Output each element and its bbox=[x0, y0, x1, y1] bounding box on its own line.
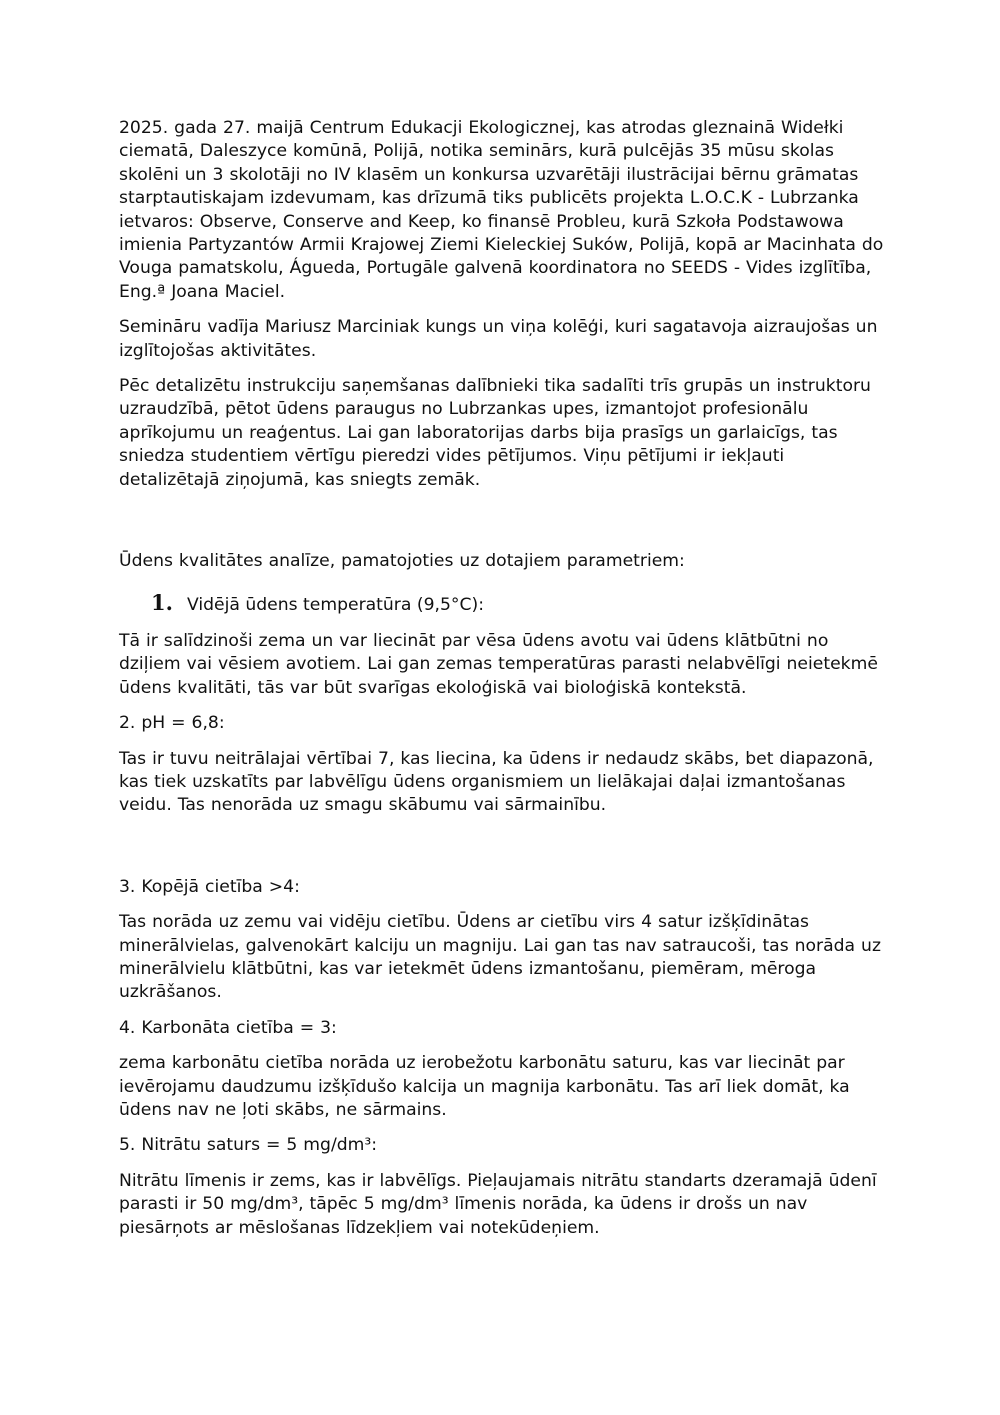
intro-paragraph-2: Semināru vadīja Mariusz Marciniak kungs un viņa kolēģi, kuri sagatavoja aizraujošas un izglītojošas aktivitātes. bbox=[119, 317, 878, 361]
intro-paragraph-3: Pēc detalizētu instrukciju saņemšanas dalībnieki tika sadalīti trīs grupās un instruktoru uzraudzībā, pētot ūdens paraugus no Lubrzankas upes, izmantojot profesionālu aprīkojumu un reaģentus. Lai gan laboratorijas darbs bija prasīgs un garlaicīgs, tas sniedza studentiem vērtīgu pieredzi vides pētījumos. Viņu pētījumi ir iekļauti detalizētajā ziņojumā, kas sniegts zemāk. bbox=[119, 376, 871, 490]
analysis-item-1-title: Vidējā ūdens temperatūra (9,5°C): bbox=[186, 594, 485, 615]
analysis-heading: Ūdens kvalitātes analīze, pamatojoties uz dotajiem parametriem: bbox=[119, 551, 685, 572]
analysis-item-5-text: Nitrātu līmenis ir zems, kas ir labvēlīgs. Pieļaujamais nitrātu standarts dzeramajā ūdenī parasti ir 50 mg/dm³, tāpēc 5 mg/dm³ līmenis norāda, ka ūdens ir drošs un nav piesārņots ar mēslošanas līdzekļiem vai notekūdeņiem. bbox=[119, 1170, 877, 1238]
analysis-item-1-number: 1. bbox=[151, 589, 173, 615]
analysis-item-1-text: Tā ir salīdzinoši zema un var liecināt par vēsa ūdens avotu vai ūdens klātbūtni no dziļiem vai vēsiem avotiem. Lai gan zemas temperatūras parasti nelabvēlīgi neietekmē ūdens kvalitāti, tās var būt svarīgas ekoloģiskā vai bioloģiskā kontekstā. bbox=[119, 630, 878, 698]
analysis-item-5-title: 5. Nitrātu saturs = 5 mg/dm³: bbox=[119, 1135, 378, 1156]
analysis-item-2-text: Tas ir tuvu neitrālajai vērtībai 7, kas liecina, ka ūdens ir nedaudz skābs, bet diapazonā, kas tiek uzskatīts par labvēlīgu ūdens organismiem un lielākajai daļai izmantošanas veidu. Tas nenorāda uz smagu skābumu vai sārmainību. bbox=[119, 748, 874, 816]
analysis-item-4-title: 4. Karbonāta cietība = 3: bbox=[119, 1017, 337, 1038]
document-page bbox=[119, 117, 889, 1240]
analysis-item-3-text: Tas norāda uz zemu vai vidēju cietību. Ūdens ar cietību virs 4 satur izšķīdinātas minerālvielas, galvenokārt kalciju un magniju. Lai gan tas nav satraucoši, tas norāda uz minerālvielu klātbūtni, kas var ietekmēt ūdens izmantošanu, piemēram, mēroga uzkrāšanos. bbox=[119, 912, 881, 1003]
analysis-item-1-heading bbox=[119, 590, 889, 617]
intro-paragraph-1: 2025. gada 27. maijā Centrum Edukacji Ekologicznej, kas atrodas gleznainā Widełki ciematā, Daleszyce komūnā, Polijā, notika seminārs, kurā pulcējās 35 mūsu skolas skolēni un 3 skolotāji no IV klasēm un konkursa uzvarētāji ilustrācijai bērnu grāmatas starptautiskajam izdevumam, kas drīzumā tiks publicēts projekta L.O.C.K - Lubrzanka ietvaros: Observe, Conserve and Keep, ko finansē Probleu, kurā Szkoła Podstawowa imienia Partyzantów Armii Krajowej Ziemi Kieleckiej Suków, Polijā, kopā ar Macinhata do Vouga pamatskolu, Águeda, Portugāle galvenā koordinatora no SEEDS - Vides izglītība, Eng.ª Joana Maciel. bbox=[119, 118, 884, 302]
analysis-item-3-title: 3. Kopējā cietība >4: bbox=[119, 876, 300, 897]
analysis-item-2-title: 2. pH = 6,8: bbox=[119, 713, 225, 734]
analysis-item-4-text: zema karbonātu cietība norāda uz ierobežotu karbonātu saturu, kas var liecināt par ievērojamu daudzumu izšķīdušo kalcija un magnija karbonātu. Tas arī liek domāt, ka ūdens nav ne ļoti skābs, ne sārmains. bbox=[119, 1053, 850, 1120]
